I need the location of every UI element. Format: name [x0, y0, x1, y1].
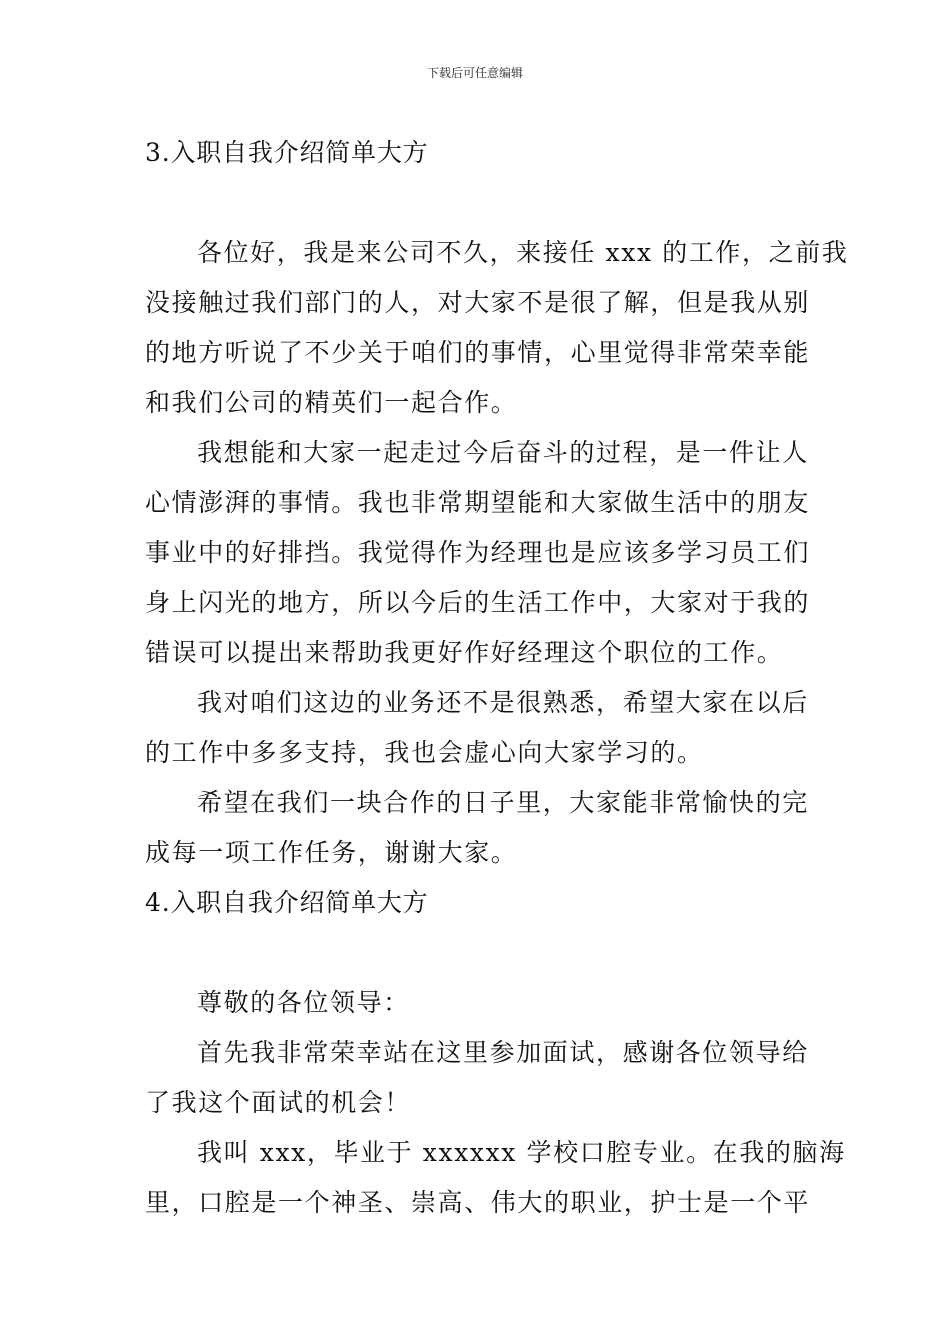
paragraph [145, 428, 810, 678]
paragraph-line: 尊敬的各位领导： [197, 988, 410, 1017]
page-header: 下载后可任意编辑 [426, 66, 523, 80]
section-heading: 4.入职自我介绍简单大方 [145, 888, 429, 917]
document-body [145, 128, 849, 1228]
paragraph-line: 了我这个面试的机会！ [145, 1088, 412, 1117]
blank-line [145, 928, 810, 978]
section-heading: 3.入职自我介绍简单大方 [145, 138, 429, 167]
paragraph-line: 和我们公司的精英们一起合作。 [145, 388, 518, 417]
paragraph-line: 我想能和大家一起走过今后奋斗的过程，是一件让人 [197, 438, 809, 467]
paragraph-line: 我叫 xxx，毕业于 xxxxxx 学校口腔专业。在我的脑海 [197, 1138, 846, 1167]
paragraph-line: 各位好，我是来公司不久，来接任 xxx 的工作，之前我 [197, 238, 849, 267]
paragraph-line: 的地方听说了不少关于咱们的事情，心里觉得非常荣幸能 [145, 338, 811, 367]
paragraph [145, 228, 849, 428]
paragraph [145, 1028, 810, 1128]
paragraph [145, 678, 810, 778]
paragraph [145, 978, 810, 1028]
paragraph [145, 1128, 846, 1228]
blank-line [145, 178, 810, 228]
paragraph-line: 成每一项工作任务，谢谢大家。 [145, 838, 518, 867]
paragraph-line: 身上闪光的地方，所以今后的生活工作中，大家对于我的 [145, 588, 811, 617]
paragraph-line: 希望在我们一块合作的日子里，大家能非常愉快的完 [197, 788, 809, 817]
paragraph-line: 我对咱们这边的业务还不是很熟悉，希望大家在以后 [197, 688, 809, 717]
paragraph-line: 没接触过我们部门的人，对大家不是很了解，但是我从别 [145, 288, 811, 317]
paragraph-line: 心情澎湃的事情。我也非常期望能和大家做生活中的朋友 [145, 488, 811, 517]
paragraph-line: 首先我非常荣幸站在这里参加面试，感谢各位领导给 [197, 1038, 809, 1067]
paragraph-line: 里，口腔是一个神圣、崇高、伟大的职业，护士是一个平 [145, 1188, 811, 1217]
paragraph-line: 事业中的好排挡。我觉得作为经理也是应该多学习员工们 [145, 538, 811, 567]
paragraph-line: 的工作中多多支持，我也会虚心向大家学习的。 [145, 738, 704, 767]
paragraph-line: 错误可以提出来帮助我更好作好经理这个职位的工作。 [145, 638, 784, 667]
paragraph [145, 778, 810, 878]
